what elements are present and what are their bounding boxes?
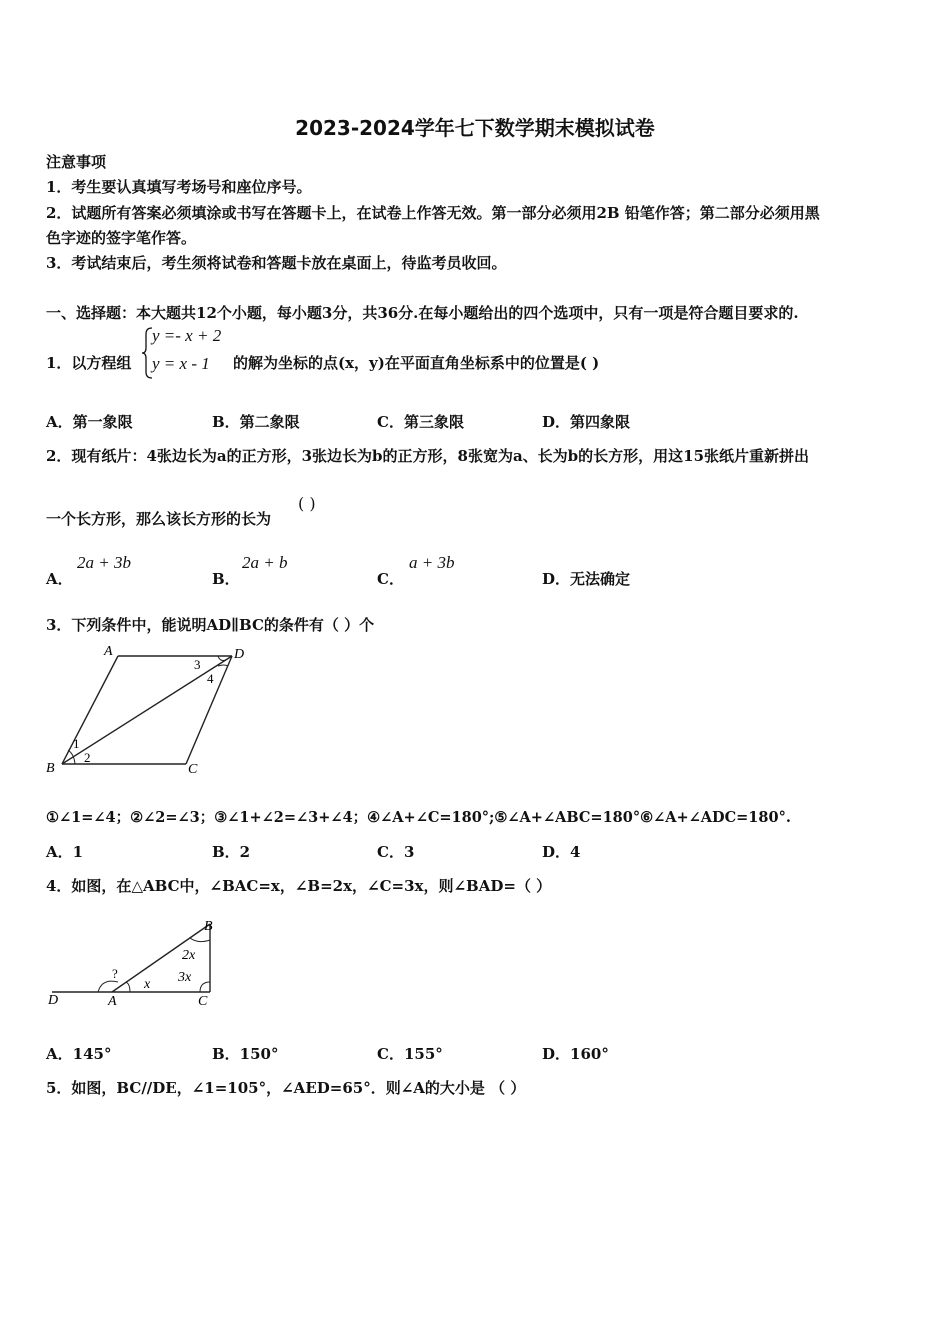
q3-angle-arc-1 <box>68 750 75 764</box>
q2-answer-paren: ( ) <box>298 494 316 513</box>
q3-option-b[interactable]: B．2 <box>212 843 251 861</box>
q4-option-b[interactable]: B．150° <box>212 1045 279 1063</box>
q3-option-d[interactable]: D．4 <box>542 843 581 861</box>
q4-side-ab <box>112 924 210 992</box>
q3-label-angle-3: 3 <box>194 657 201 672</box>
q3-label-angle-4: 4 <box>207 671 214 686</box>
q4-stem: 4．如图，在△ABC中，∠BAC=x，∠B=2x，∠C=3x，则∠BAD=（ ） <box>46 877 552 895</box>
q3-side-ab <box>62 656 118 764</box>
q2-option-b-label[interactable]: B． <box>212 570 240 588</box>
q2-stem-line-1: 2．现有纸片：4张边长为a的正方形，3张边长为b的正方形，8张宽为a、长为b的长方形，用这15张纸片重新拼出 <box>46 447 810 465</box>
q3-label-d: D <box>234 647 245 662</box>
q2-option-d-label[interactable]: D．无法确定 <box>542 570 631 588</box>
q4-label-3x: 3x <box>178 970 192 985</box>
q3-conditions: ①∠1=∠4；②∠2=∠3；③∠1+∠2=∠3+∠4；④∠A+∠C=180°;⑤∠A+∠ABC=180°⑥∠A+∠ADC=180°. <box>46 809 791 826</box>
section-1-heading: 一、选择题：本大题共12个小题，每小题3分，共36分.在每小题给出的四个选项中，只有一项是符合题目要求的. <box>46 304 799 322</box>
q4-label-unknown: ? <box>112 966 118 981</box>
q4-angle-arc-b <box>190 938 210 942</box>
q1-option-a[interactable]: A．第一象限 <box>46 413 133 431</box>
q3-label-b: B <box>46 761 55 776</box>
q1-suffix: 的解为坐标的点(x，y)在平面直角坐标系中的位置是( ) <box>233 354 600 372</box>
notes-line-2b: 色字迹的签字笔作答。 <box>46 229 197 247</box>
q1-equation-1: y =- x + 2 <box>152 326 222 345</box>
notes-line-3: 3．考试结束后，考生须将试卷和答题卡放在桌面上，待监考员收回。 <box>46 254 507 272</box>
q3-stem: 3．下列条件中，能说明AD∥BC的条件有（ ）个 <box>46 616 375 634</box>
notes-line-2a: 2．试题所有答案必须填涂或书写在答题卡上，在试卷上作答无效。第一部分必须用2B 铅笔作答；第二部分必须用黑 <box>46 204 820 222</box>
q3-angle-arc-4 <box>218 665 228 666</box>
q4-label-c: C <box>198 994 208 1009</box>
q4-label-d: D <box>48 993 59 1008</box>
q2-option-c-label[interactable]: C． <box>377 570 404 588</box>
q4-label-b: B <box>204 919 213 934</box>
q2-stem-line-2: 一个长方形，那么该长方形的长为 <box>46 510 272 528</box>
q3-option-c[interactable]: C．3 <box>377 843 415 861</box>
q3-parallelogram-figure <box>40 642 260 782</box>
q5-stem: 5．如图，BC//DE，∠1=105°，∠AED=65°．则∠A的大小是 （ ） <box>46 1079 526 1097</box>
notes-line-1: 1．考生要认真填写考场号和座位序号。 <box>46 178 312 196</box>
q1-prefix: 1．以方程组 <box>46 354 132 372</box>
q3-label-a: A <box>104 644 113 659</box>
q4-angle-arc-x <box>126 982 130 992</box>
q1-equation-2: y = x - 1 <box>152 354 210 373</box>
q4-option-a[interactable]: A．145° <box>46 1045 112 1063</box>
q4-label-2x: 2x <box>182 948 196 963</box>
page-title: 2023-2024学年七下数学期末模拟试卷 <box>295 116 655 140</box>
q4-label-a: A <box>108 994 117 1009</box>
notes-heading: 注意事项 <box>46 153 107 171</box>
q1-option-b[interactable]: B．第二象限 <box>212 413 300 431</box>
q2-option-a-expr: 2a + 3b <box>77 553 131 572</box>
q3-label-c: C <box>188 762 198 777</box>
q2-option-a-label[interactable]: A． <box>46 570 73 588</box>
q4-angle-arc-c <box>200 982 210 992</box>
q4-option-d[interactable]: D．160° <box>542 1045 609 1063</box>
q3-label-angle-2: 2 <box>84 750 91 765</box>
q1-option-d[interactable]: D．第四象限 <box>542 413 631 431</box>
q4-triangle-figure <box>40 912 240 1012</box>
q4-label-x: x <box>144 977 151 992</box>
q2-option-c-expr: a + 3b <box>409 553 455 572</box>
q4-option-c[interactable]: C．155° <box>377 1045 443 1063</box>
q2-option-b-expr: 2a + b <box>242 553 288 572</box>
q1-option-c[interactable]: C．第三象限 <box>377 413 464 431</box>
q3-label-angle-1: 1 <box>73 736 80 751</box>
q3-option-a[interactable]: A．1 <box>46 843 84 861</box>
